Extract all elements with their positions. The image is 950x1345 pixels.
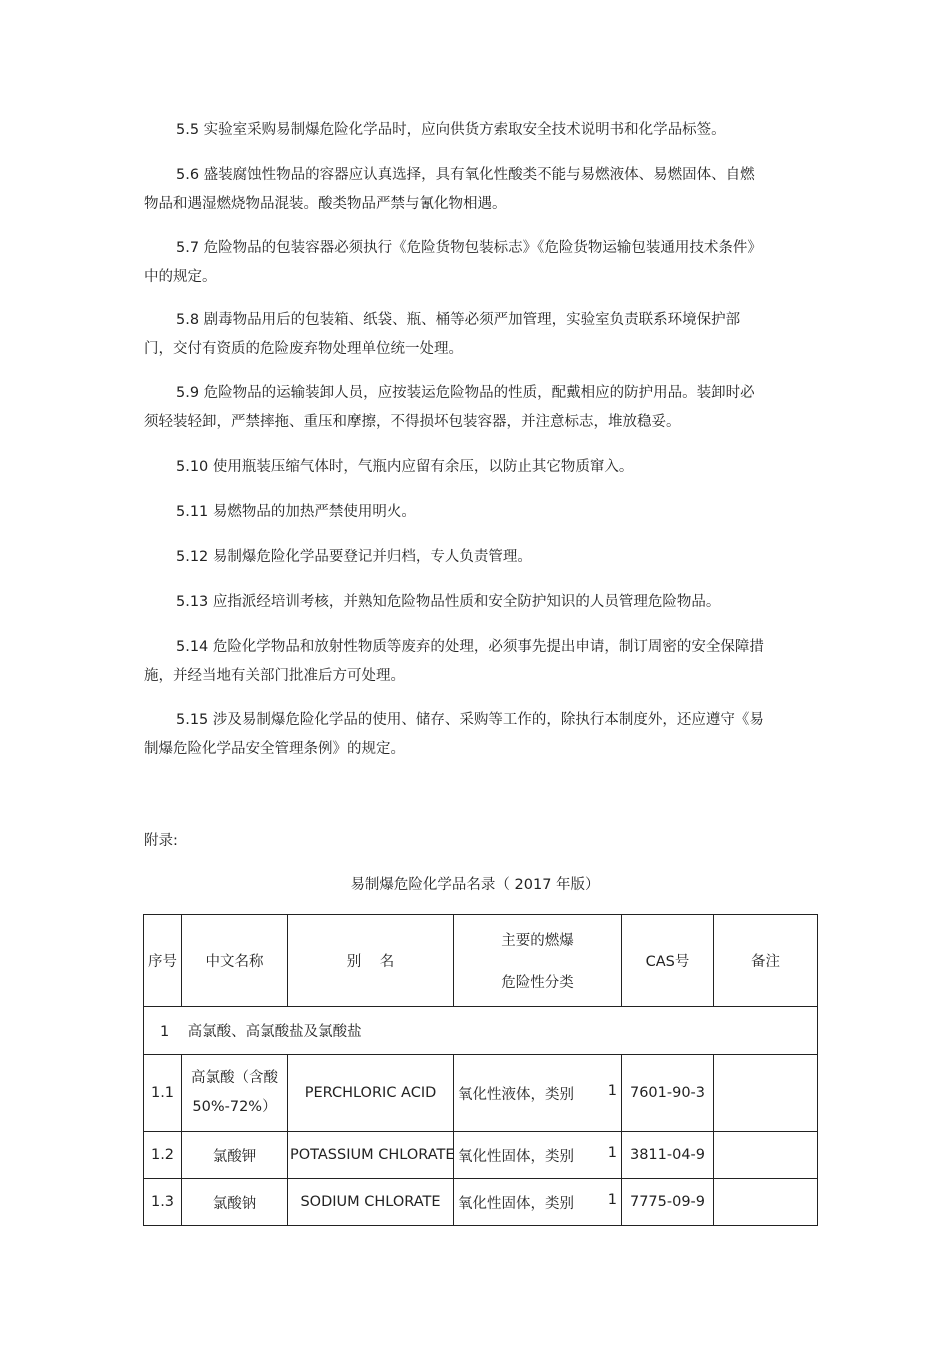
paragraph-5-9: 5.9 危险物品的运输装卸人员，应按装运危险物品的性质，配戴相应的防护用品。装卸时必须轻装轻卸，严禁摔拖、重压和摩擦，不得损坏包装容器，并注意标志，堆放稳妥。 [144, 385, 755, 430]
table-row [144, 1179, 818, 1226]
cell-hazard [454, 1179, 622, 1226]
hazard-text: 氧化性固体，类别 [458, 1148, 574, 1165]
cell-no: 1.2 [144, 1132, 182, 1179]
cn-name-line2: 50%-72%） [192, 1099, 277, 1115]
cell-cas: 7601-90-3 [622, 1055, 714, 1132]
paragraph-5-13: 5.13 应指派经培训考核，并熟知危险物品性质和安全防护知识的人员管理危险物品。 [176, 594, 721, 610]
header-alias: 别 名 [288, 915, 454, 1007]
paragraph-5-15: 5.15 涉及易制爆危险化学品的使用、储存、采购等工作的，除执行本制度外，还应遵守《易制爆危险化学品安全管理条例》的规定。 [144, 712, 764, 757]
hazard-category: 1 [607, 1144, 617, 1161]
paragraph-5-8: 5.8 剧毒物品用后的包装箱、纸袋、瓶、桶等必须严加管理，实验室负责联系环境保护部门，交付有资质的危险废弃物处理单位统一处理。 [144, 312, 741, 357]
header-cas: CAS号 [622, 915, 714, 1007]
appendix-label: 附录: [144, 833, 178, 849]
paragraph-5-5: 5.5 实验室采购易制爆危险化学品时，应向供货方索取安全技术说明书和化学品标签。 [176, 122, 726, 138]
hazard-text: 氧化性液体，类别 [458, 1086, 574, 1103]
cell-alias: SODIUM CHLORATE [288, 1179, 454, 1226]
cell-remark [714, 1132, 818, 1179]
cell-cn-name [182, 1055, 288, 1132]
cell-cas: 3811-04-9 [622, 1132, 714, 1179]
cell-remark [714, 1055, 818, 1132]
paragraph-5-6: 5.6 盛装腐蚀性物品的容器应认真选择，具有氧化性酸类不能与易燃液体、易燃固体、自燃物品和遇湿燃烧物品混装。酸类物品严禁与氰化物相遇。 [144, 167, 755, 212]
cell-cn-name: 氯酸钾 [182, 1132, 288, 1179]
section-title: 1 高氯酸、高氯酸盐及氯酸盐 [144, 1007, 818, 1055]
header-remark: 备注 [714, 915, 818, 1007]
header-cn-name: 中文名称 [182, 915, 288, 1007]
header-hazard-line1: 主要的燃爆 [501, 932, 574, 949]
hazard-text: 氧化性固体，类别 [458, 1195, 574, 1212]
table-row [144, 1132, 818, 1179]
header-hazard-line2: 危险性分类 [501, 974, 574, 991]
header-hazard [454, 915, 622, 1007]
cell-alias: PERCHLORIC ACID [288, 1055, 454, 1132]
paragraph-5-14: 5.14 危险化学物品和放射性物质等废弃的处理，必须事先提出申请，制订周密的安全保障措施，并经当地有关部门批准后方可处理。 [144, 639, 764, 684]
table-row [144, 1055, 818, 1132]
cell-no: 1.3 [144, 1179, 182, 1226]
paragraph-5-10: 5.10 使用瓶装压缩气体时，气瓶内应留有余压，以防止其它物质窜入。 [176, 459, 634, 475]
table-section-row [144, 1007, 818, 1055]
header-no: 序号 [144, 915, 182, 1007]
hazard-category: 1 [607, 1191, 617, 1208]
cell-hazard [454, 1055, 622, 1132]
cell-cas: 7775-09-9 [622, 1179, 714, 1226]
cell-no: 1.1 [144, 1055, 182, 1132]
cell-hazard [454, 1132, 622, 1179]
cn-name-line1: 高氯酸（含酸 [191, 1070, 278, 1086]
chemical-list-table [143, 914, 818, 1226]
paragraph-5-7: 5.7 危险物品的包装容器必须执行《危险货物包装标志》《危险货物运输包装通用技术条件》中的规定。 [144, 240, 762, 285]
paragraph-5-12: 5.12 易制爆危险化学品要登记并归档，专人负责管理。 [176, 549, 532, 565]
table-title: 易制爆危险化学品名录（ 2017 年版） [350, 877, 600, 893]
table-header-row [144, 915, 818, 1007]
cell-remark [714, 1179, 818, 1226]
paragraph-5-11: 5.11 易燃物品的加热严禁使用明火。 [176, 504, 416, 520]
cell-alias: POTASSIUM CHLORATE [288, 1132, 454, 1179]
hazard-category: 1 [607, 1082, 617, 1099]
cell-cn-name: 氯酸钠 [182, 1179, 288, 1226]
